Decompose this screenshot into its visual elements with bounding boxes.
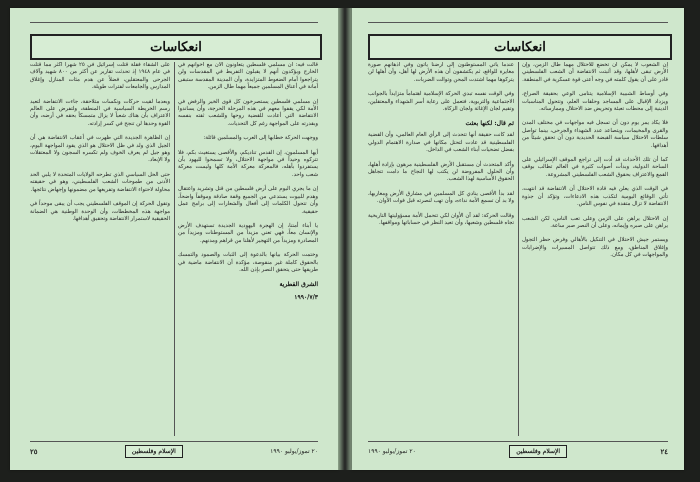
article-paragraph: كما أن تلك الأحداث قد أدت إلى تراجع الموقف الإسرائيلي على الساحة الدولية، وبدأت أصوات كثيرة في العالم تطالب بوقف القمع والاعتراف بحقوق الشعب الفلسطيني المشروعة.	[522, 157, 668, 178]
right-page	[352, 8, 684, 470]
article-paragraph: وقالت الحركة: لقد آن الأوان لكي تتحمل الأمة مسؤوليتها التاريخية تجاه فلسطين وشعبها، وأن تعيد النظر في حساباتها ومواقفها.	[368, 212, 514, 227]
text-columns	[368, 62, 668, 436]
subheading: ثم قال: لكنها بعثت	[465, 120, 514, 128]
article-paragraph: إن ما يجري اليوم على أرض فلسطين من قتل وتشريد واعتقال وهدم للبيوت يستدعي من الجميع وقفة صادقة وموقفاً واضحاً، وأن تتحول الكلمات إلى أفعال والشعارات إلى برامج عمل حقيقية.	[178, 186, 318, 215]
article-paragraph: وفي الوقت نفسه تبدي الحركة الإسلامية اهتماماً متزايداً بالجوانب الاجتماعية والتربوية، فتعمل على رعاية أسر الشهداء والمعتقلين، وتقيم لجان الإغاثة ولجان الزكاة.	[368, 91, 514, 113]
article-paragraph: إن مسلمي فلسطين يستصرخون كل قوى الخير والرفض في الأمة لكي يقفوا معهم في هذه المرحلة الحرجة، وأن يساندوا الانتفاضة التي أعادت للقضية روحها وللشعب ثقته بنفسه وبقدرته على المواجهة رغم كل التحديات.	[178, 98, 318, 127]
source-signature: ١٩٩٠/٧/٣	[294, 294, 318, 302]
section-title: انعكاسات	[494, 39, 546, 55]
bottom-rule	[30, 441, 318, 442]
text-columns	[30, 62, 318, 436]
article-paragraph: عندما يأتي المستوطنون إلى أرضنا يأتون وفي أذهانهم صورة مغايرة للواقع، ثم يكتشفون أن هذه الأرض لها أهل، وأن أهلها لن يتركوها مهما اشتدت المحن وتوالت الضربات.	[368, 62, 514, 83]
page-number: ٢٥	[30, 446, 38, 456]
source-signature: الشرق القطرية	[279, 281, 318, 289]
article-paragraph: حتى الحل السياسي الذي تطرحه الولايات المتحدة لا يلبي الحد الأدنى من طموحات الشعب الفلسطيني، وهو في حقيقته محاولة لاحتواء الانتفاضة وتفريغها من مضمونها وإجهاض نتائجها.	[30, 171, 170, 193]
article-paragraph: لقد بدأ الأقصى ينادي كل المسلمين في مشارق الأرض ومغاربها، ولا بد أن تسمع الأمة نداءه، وأن تهب لنصرته قبل فوات الأوان.	[368, 190, 514, 205]
page-footer	[30, 444, 318, 458]
article-paragraph: إن الاحتلال يراهن على الزمن وعلى تعب الناس، لكن الشعب يراهن على صبره وإيمانه، وعلى أن النصر صبر ساعة.	[522, 215, 668, 229]
section-title: انعكاسات	[150, 39, 202, 55]
left-page	[10, 8, 338, 470]
article-paragraph: إن الشعوب لا يمكن أن تخضع للاحتلال مهما طال الزمن، وإن الأرض تبقى لأهلها، وقد أثبتت الانتفاضة أن الشعب الفلسطيني قادر على أن يقول كلمته في وجه أعتى قوة عسكرية في المنطقة.	[522, 62, 668, 83]
article-paragraph: وأكد المتحدث أن مستقبل الأرض الفلسطينية مرهون بإرادة أهلها، وأن الحلول المفروضة لن يكتب لها النجاح ما دامت تتجاهل الحقوق الأساسية لهذا الشعب.	[368, 161, 514, 183]
article-paragraph: وختمت الحركة بيانها بالدعوة إلى الثبات والصمود والتمسك بالحقوق كاملة غير منقوصة، مؤكدة أن الانتفاضة ماضية في طريقها حتى يتحقق النصر بإذن الله.	[178, 252, 318, 273]
section-header	[30, 34, 322, 60]
top-rule	[368, 22, 668, 23]
article-paragraph: في الوقت الذي يعلن فيه قادة الاحتلال أن الانتفاضة قد انتهت، تأتي الوقائع اليومية لتكذب هذه الادعاءات، وتؤكد أن جذوة الانتفاضة لا تزال متقدة في نفوس الناس.	[522, 186, 668, 208]
article-paragraph: يا أبناء أمتنا، إن الهجرة اليهودية الجديدة تستهدف الأرض والإنسان معاً، فهي تعني مزيداً من المستوطنات ومزيداً من المصادرة ومزيداً من التهجير لأهلنا من قراهم ومدنهم.	[178, 222, 318, 244]
text-column	[178, 62, 318, 436]
book-gutter	[338, 8, 352, 470]
article-paragraph: قالت فيه: أن مسلمي فلسطين يتعاونون الآن مع اخوانهم في الخارج ويؤكدون أنهم لا يقبلون التفريط في المقدسات ولن يتراجعوا أمام الضغوط المتزايدة، وأن المدينة المقدسة ستبقى أمانة في أعناق المسلمين جميعاً مهما طال الزمن.	[178, 62, 318, 91]
top-rule	[30, 22, 318, 23]
page-footer	[368, 444, 668, 458]
article-paragraph: أيها المسلمون، إن القدس تناديكم، والأقصى يستغيث بكم، فلا تتركوه وحيداً في مواجهة الاحتلال، ولا تسمحوا لليهود بأن يستفردوا بأهله، فالمعركة معركة الأمة كلها وليست معركة شعب واحد.	[178, 149, 318, 178]
issue-date: ٢٠ تموز/يوليو ١٩٩٠	[368, 447, 416, 455]
article-paragraph: وفي أوساط الشبيبة الإسلامية يتنامى الوعي بحقيقة الصراع، ويزداد الإقبال على المساجد وحلقات العلم، وتتحول المناسبات الدينية إلى محطات تعبئة وتحريض ضد الاحتلال وممارساته.	[522, 91, 668, 113]
section-header	[368, 34, 672, 60]
magazine-name: الإسلام وفلسطين	[125, 445, 183, 458]
article-paragraph: وتقول الحركة إن الموقف الفلسطيني يجب أن يبقى موحداً في مواجهة هذه المخططات، وأن الوحدة الوطنية هي الضمانة الحقيقية لاستمرار الانتفاضة وتحقيق أهدافها.	[30, 201, 170, 222]
article-paragraph: ووجهت الحركة خطابها إلى العرب والمسلمين قائلة:	[203, 135, 318, 142]
article-paragraph: ويستمر جيش الاحتلال في التنكيل بالأهالي وفرض حظر التجول وإغلاق المناطق، ومع ذلك تتواصل المسيرات والإضرابات والمواجهات في كل مكان.	[522, 237, 668, 259]
article-paragraph: فلا يكاد يمر يوم دون أن تسجل فيه مواجهات في مختلف المدن والقرى والمخيمات، ويتصاعد عدد الشهداء والجرحى، بينما تواصل سلطات الاحتلال سياسة القبضة الحديدية دون أن تحقق شيئاً من أهدافها.	[522, 120, 668, 149]
text-column	[368, 62, 514, 436]
text-column	[30, 62, 170, 436]
text-column	[522, 62, 668, 436]
issue-date: ٢٠ تموز/يوليو ١٩٩٠	[270, 447, 318, 455]
article-paragraph: لقد كانت حقيقة أنها تتحدث إلى الرأي العام العالمي، وأن القضية الفلسطينية قد عادت لتحتل مكانها في صدارة الاهتمام الدولي بفضل تضحيات أبناء الشعب في الداخل.	[368, 132, 514, 154]
article-paragraph: وبعدما لقيت حركات ونكسات متلاحقة، جاءت الانتفاضة لتعيد رسم الخريطة السياسية في المنطقة، ولتفرض على العالم الاعتراف بأن هناك شعباً لا يزال متمسكاً بحقه في أرضه، وأن القوة وحدها لن تنجح في كسر إرادته.	[30, 98, 170, 127]
article-paragraph: إن الظاهرة الجديدة التي ظهرت في أعقاب الانتفاضة هي أن الجيل الذي ولد في ظل الاحتلال هو الذي يقود المواجهة اليوم، وهو جيل لم يعرف الخوف ولم تكسره السجون ولا المعتقلات ولا الإبعاد.	[30, 135, 170, 164]
article-paragraph: على الشقاء فقلة قتلت إسرائيل في ٢٥ شهراً أكثر مما قتلت في عام ١٩٤٨ إذ تحدثت تقارير عن أكثر من ٨٠٠ شهيد وآلاف الجرحى والمعتقلين، فضلاً عن هدم مئات المنازل وإغلاق المدارس والجامعات لفترات طويلة.	[30, 62, 170, 91]
bottom-rule	[368, 441, 668, 442]
page-number: ٢٤	[660, 446, 668, 456]
magazine-name: الإسلام وفلسطين	[509, 445, 567, 458]
